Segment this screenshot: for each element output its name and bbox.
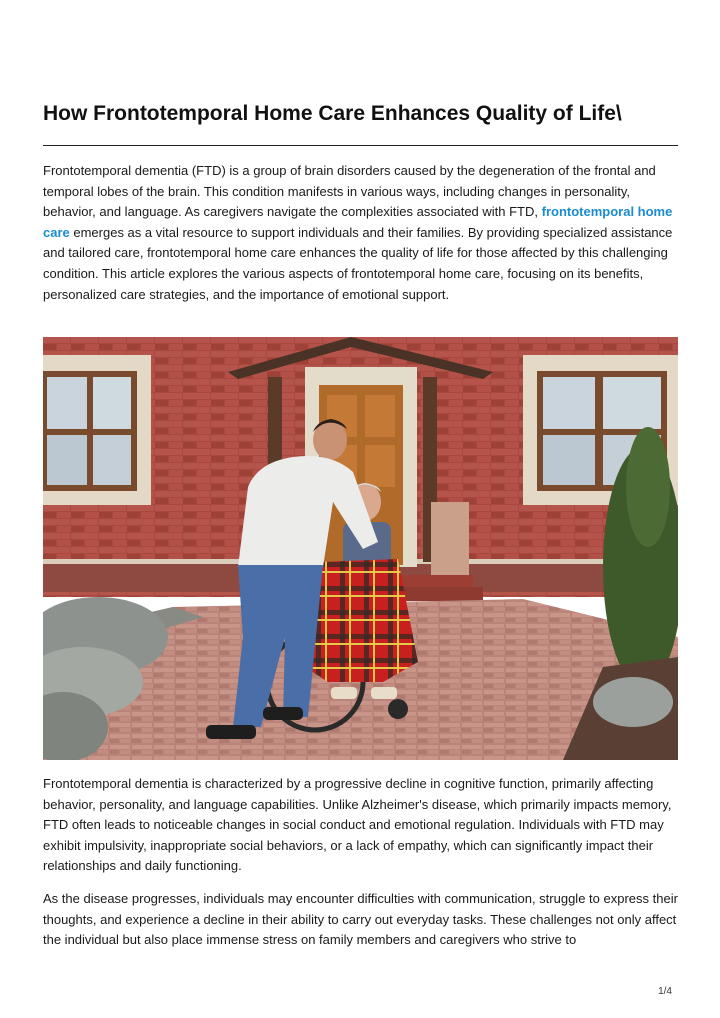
article-title: How Frontotemporal Home Care Enhances Quality of Life\: [43, 102, 622, 125]
ftd-description-paragraph: Frontotemporal dementia is characterized by a progressive decline in cognitive function, primarily affecting behavior, personality, and language capabilities. Unlike Alzheimer's disease, which primarily impacts memory, FTD often leads to noticeable changes in social conduct and emotional regulation. Individuals with FTD may exhibit impulsivity, inappropriate social behaviors, or a lack of empathy, which can significantly impact their relationships and daily functioning.: [43, 776, 672, 874]
disease-progression-paragraph: As the disease progresses, individuals may encounter difficulties with communication, struggle to express their thoughts, and experience a decline in their ability to carry out everyday tasks. These challenges not only affect the individual but also place immense stress on family members and caregivers who strive to: [43, 891, 678, 948]
intro-paragraph: [43, 161, 683, 305]
intro-text-start: Frontotemporal dementia (FTD) is a group of brain disorders caused by the degeneration of the frontal and temporal lobes of the brain. This condition manifests in various ways, including changes in personality, behavior, and language. As caregivers navigate the complexities associated with FTD,: [43, 163, 656, 220]
caregiver-wheelchair-photo: [43, 337, 678, 760]
frontotemporal-home-care-link[interactable]: frontotemporal home care: [43, 204, 673, 240]
intro-text-end: emerges as a vital resource to support individuals and their families. By providing specialized assistance and tailored care, frontotemporal home care enhances the quality of life for those affected by this challenging condition. This article explores the various aspects of frontotemporal home care, focusing on its benefits, personalized care strategies, and the importance of emotional support.: [43, 224, 673, 302]
title-divider: [43, 145, 678, 146]
page-number: 1/4: [658, 986, 672, 997]
